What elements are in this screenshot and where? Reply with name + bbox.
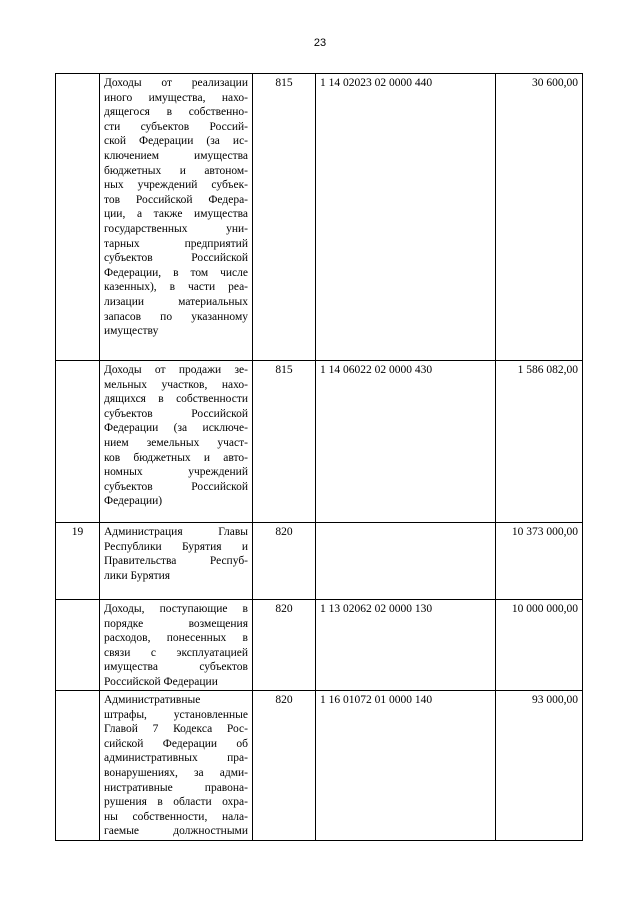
name-line: Администрация Главы (104, 526, 248, 538)
row-number-cell (56, 361, 100, 523)
name-line: лизации материальных (104, 295, 248, 308)
row-number-cell: 19 (56, 523, 100, 600)
name-line: нистративные правона- (104, 781, 248, 794)
name-line: субъектов Российской (104, 480, 248, 493)
name-line: связи с эксплуатацией (104, 646, 248, 659)
name-line: расходов, понесенных в (104, 632, 248, 645)
budget-code-cell: 1 14 02023 02 0000 440 (316, 74, 496, 361)
name-line: ции, а также имущества (104, 208, 248, 221)
name-line: административных пра- (104, 752, 248, 765)
name-line: запасов по указанному (104, 310, 248, 323)
budget-code-cell: 1 16 01072 01 0000 140 (316, 691, 496, 841)
name-line: ных учреждений субъек- (104, 179, 248, 192)
name-line: иного имущества, нахо- (104, 91, 248, 104)
revenue-name-cell (100, 691, 253, 841)
admin-code-cell: 820 (253, 600, 316, 691)
name-line: имущества субъектов (104, 661, 248, 674)
name-line: казенных), в части реа- (104, 281, 248, 294)
name-line: Федерации, в том числе (104, 266, 248, 279)
name-line: ков бюджетных и авто- (104, 451, 248, 464)
admin-code-cell: 815 (253, 361, 316, 523)
name-line: тарных предприятий (104, 237, 248, 250)
name-line: нием земельных участ- (104, 436, 248, 449)
budget-code-cell (316, 523, 496, 600)
amount-cell: 10 373 000,00 (496, 523, 583, 600)
name-line: имуществу (104, 325, 159, 338)
row-number-cell (56, 691, 100, 841)
name-line: Доходы, поступающие в (104, 603, 248, 615)
admin-code-cell: 820 (253, 523, 316, 600)
name-line: штрафы, установленные (104, 708, 248, 721)
name-line: субъектов Российской (104, 252, 248, 265)
name-line: государственных уни- (104, 222, 248, 235)
name-line: вонарушениях, за адми- (104, 766, 248, 779)
name-line: бюджетных и автоном- (104, 164, 248, 177)
table-row (56, 361, 583, 523)
revenue-name-cell (100, 523, 253, 600)
name-line: ской Федерации (за ис- (104, 135, 248, 148)
revenue-name-cell (100, 74, 253, 361)
amount-cell: 93 000,00 (496, 691, 583, 841)
name-line: Республики Бурятия и (104, 540, 248, 553)
revenue-name-cell (100, 361, 253, 523)
name-line: Доходы от реализации (104, 77, 248, 89)
budget-code-cell: 1 13 02062 02 0000 130 (316, 600, 496, 691)
amount-cell: 1 586 082,00 (496, 361, 583, 523)
table-row (56, 691, 583, 841)
name-line: Правительства Респуб- (104, 555, 248, 568)
table-body (56, 74, 583, 841)
name-line: мельных участков, нахо- (104, 378, 248, 391)
amount-cell: 30 600,00 (496, 74, 583, 361)
name-line: дящегося в собственно- (104, 106, 248, 119)
table-row (56, 600, 583, 691)
row-number-cell (56, 600, 100, 691)
name-line: гаемые должностными (104, 825, 248, 838)
table-row (56, 74, 583, 361)
name-line: Главой 7 Кодекса Рос- (104, 723, 248, 736)
row-number-cell (56, 74, 100, 361)
name-line: лики Бурятия (104, 569, 171, 582)
name-line: субъектов Российской (104, 407, 248, 420)
name-line: порядке возмещения (104, 617, 248, 630)
revenue-table (55, 73, 583, 841)
admin-code-cell: 815 (253, 74, 316, 361)
budget-code-cell: 1 14 06022 02 0000 430 (316, 361, 496, 523)
admin-code-cell: 820 (253, 691, 316, 841)
name-line: тов Российской Федера- (104, 193, 248, 206)
name-line: Федерации) (104, 495, 163, 508)
name-line: номных учреждений (104, 466, 248, 479)
name-line: сти субъектов Россий- (104, 120, 248, 133)
name-line: Федерации (за исключе- (104, 422, 248, 435)
name-line: рушения в области охра- (104, 796, 248, 809)
name-line: ны собственности, нала- (104, 810, 248, 823)
name-line: ключением имущества (104, 149, 248, 162)
amount-cell: 10 000 000,00 (496, 600, 583, 691)
name-line: Административные (104, 694, 201, 706)
name-line: Доходы от продажи зе- (104, 364, 248, 376)
revenue-name-cell (100, 600, 253, 691)
name-line: Российской Федерации (104, 675, 218, 688)
table-row (56, 523, 583, 600)
name-line: сийской Федерации об (104, 737, 248, 750)
name-line: дящихся в собственности (104, 393, 248, 406)
page-number: 23 (313, 37, 327, 49)
